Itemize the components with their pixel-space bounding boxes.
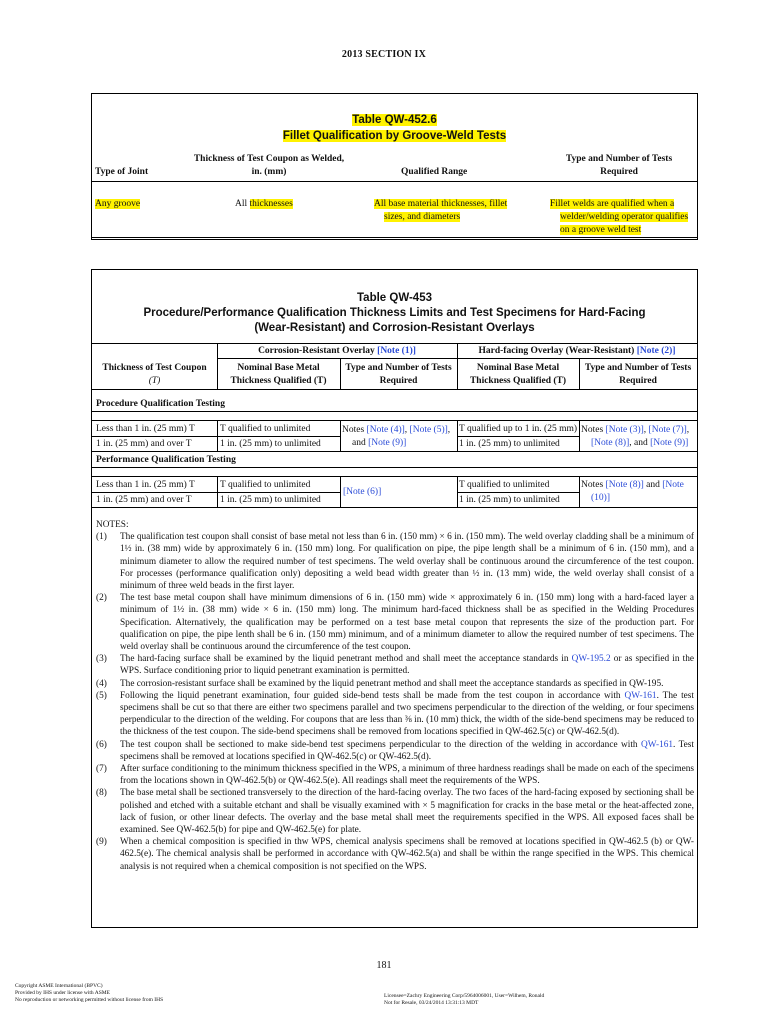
col-header-tests: Type and Number of Tests Required [565, 154, 673, 177]
divider [340, 476, 341, 507]
footer-license: Licensee=Zachry Engineering Corp/5964006001, User=Wilhem, Ronald Not for Resale, 03/24/2014 13:31:13 MDT [384, 993, 545, 1006]
col-header-tests-hf: Type and Number of Tests Required [584, 363, 692, 386]
note-text: When a chemical composition is specified in thw WPS, chemical analysis specimens shall be removed at locations specified in QW-462.5 (b) or QW-462.5(e). The chemical analysis shall be performed in accordance with QW-462.5(a) and shall be within the range specified in the WPS. This chemical analysis is not required when a chemical composition is not specified on the WPS. [120, 837, 694, 872]
cell-tests: Fillet welds are qualified when a welder/welding operator qualifies on a groove weld test [550, 199, 689, 235]
note-item [96, 531, 694, 592]
rule [92, 507, 697, 508]
note-number: (2) [96, 593, 107, 604]
hf-group-header: Hard-facing Overlay (Wear-Resistant) [Note (2)] [478, 346, 676, 356]
col-header-joint: Type of Joint [95, 167, 149, 177]
cell-in-unlimited: 1 in. (25 mm) to unlimited [220, 495, 321, 505]
note-number: (5) [96, 690, 107, 701]
note-number: (7) [96, 764, 107, 775]
rule [457, 492, 579, 493]
running-header: 2013 SECTION IX [341, 49, 427, 60]
cell-less-than: Less than 1 in. (25 mm) T [96, 480, 195, 490]
note-text: The hard-facing surface shall be examined by the liquid penetrant method and shall meet the acceptance standards in QW-195.2 or as specified in the WPS. Surface conditioning prior to liquid penetrant examination is permitted. [120, 654, 695, 677]
table-qw-452-6 [91, 93, 698, 240]
note-text: The test coupon shall be sectioned to make side-bend test specimens perpendicular to the direction of the welding in accordance with QW-161. Test specimens shall be removed at locations specified in QW-462.5(c) or QW-462.5(d). [120, 739, 694, 762]
rule [92, 476, 697, 477]
cell-proc-hf-notes: Notes [Note (3)], [Note (7)], [Note (8)], and [Note (9)] [581, 425, 690, 448]
rule [92, 492, 340, 493]
divider [340, 420, 341, 451]
table-subtitle-line2: (Wear-Resistant) and Corrosion-Resistant Overlays [254, 322, 535, 334]
note-item [96, 787, 694, 836]
col-header-thickness: Thickness of Test Coupon as Welded, in. (mm) [193, 154, 345, 177]
cell-t-unlimited-hf: T qualified to unlimited [459, 480, 550, 490]
cell-less-than: Less than 1 in. (25 mm) T [96, 424, 195, 434]
rule-top [92, 343, 697, 344]
notes-heading: NOTES: [96, 520, 129, 530]
note-text: After surface conditioning to the minimum thickness specified in the WPS, a minimum of three hardness readings shall be made on each of the specimens from the locations shown in QW-462.5(b) or QW-462.5(e). All readings shall meet the requirements of the WPS. [120, 764, 694, 787]
note-text: Following the liquid penetrant examination, four guided side-bend tests shall be made from the test coupon in accordance with QW-161. The test specimens shall be cut so that there are either two specimens parallel and two specimens perpendicular to the direction of the welding, or four specimens perpendicular to the direction of the welding. For coupons that are less than ⅜ in. (10 mm) thick, the width of the side-bend specimens may be reduced to the thickness of the test coupon. The side-bend specimens shall be removed from locations specified in QW-462.5(c) or QW-462.5(d). [120, 690, 694, 738]
divider [217, 420, 218, 451]
table-subtitle-line1: Procedure/Performance Qualification Thickness Limits and Test Specimens for Hard-Facing [143, 307, 646, 319]
note-item [96, 763, 694, 787]
footer-copyright: Copyright ASME International (BPVC) Provided by IHS under license with ASME No reproduction or networking permitted without license from IHS [15, 983, 164, 1003]
section-performance: Performance Qualification Testing [96, 455, 236, 465]
col-header-range: Qualified Range [401, 167, 468, 177]
note-item [96, 592, 694, 653]
cell-over: 1 in. (25 mm) and over T [96, 495, 192, 505]
note-text: The corrosion-resistant surface shall be examined by the liquid penetrant method and shall meet the acceptance standards as specified in QW-195. [120, 678, 664, 689]
cro-group-header: Corrosion-Resistant Overlay [Note (1)] [258, 346, 416, 356]
divider [217, 476, 218, 507]
notes-list [96, 531, 694, 873]
cell-joint: Any groove [95, 199, 141, 209]
cell-t-unlimited: T qualified to unlimited [220, 424, 311, 434]
bottom-rule [92, 237, 697, 238]
cell-t-unlimited: T qualified to unlimited [220, 480, 311, 490]
note-text: The test base metal coupon shall have minimum dimensions of 6 in. (150 mm) wide × approximately 6 in. (150 mm) long with a hard-faced layer a minimum of 1½ in. (38 mm) wide × 6 in. (150 mm) long. The minimum hard-faced thickness shall be as specified in the Welding Procedures Specification. Alternatively, the qualification may be performed on a test base metal coupon that represents the size of the production part. For qualification on pipe, the pipe lenth shall be 6 in. (150 mm) minimum, and of a minimum diameter to allow the required number of test specimens. The weld overlay shall be continuous around the circumference of the test coupon. [120, 593, 694, 653]
col-header-nominal-hf: Nominal Base Metal Thickness Qualified (T) [469, 363, 567, 386]
note-number: (1) [96, 532, 107, 543]
note-item [96, 836, 694, 873]
table-subtitle: Fillet Qualification by Groove-Weld Tests [282, 130, 507, 142]
cell-t-upto: T qualified up to 1 in. (25 mm) [459, 424, 578, 434]
table-notes [96, 519, 694, 873]
divider [579, 420, 580, 451]
note-text: The base metal shall be sectioned transversely to the direction of the hard-facing overlay. The two faces of the hard-facing exposed by sectioning shall be polished and etched with a suitable etchant and shall be visually examined with × 5 magnification for cracks in the base metal or the heat-affected zone, lack of fusion, or other linear defects. The overlay and the base metal shall meet the requirements specified in the WPS. All exposed faces shall be examined. See QW-462.5(b) for pipe and QW-462.5(e) for plate. [120, 788, 694, 836]
table-title: Table QW-452.6 [352, 114, 437, 126]
cell-perf-cro-note: [Note (6)] [343, 487, 382, 497]
note-number: (4) [96, 678, 107, 689]
rule [457, 436, 579, 437]
cross-reference-link[interactable]: QW-161 [641, 739, 674, 750]
note-item [96, 678, 694, 690]
rule [92, 467, 697, 468]
cell-in-unlimited: 1 in. (25 mm) to unlimited [220, 439, 321, 449]
cell-thickness: All thicknesses [235, 199, 293, 209]
header-rule [92, 181, 697, 182]
rule [92, 420, 697, 421]
note-text: The qualification test coupon shall consist of base metal not less than 6 in. (150 mm) × 6 in. (150 mm). The weld overlay cladding shall be a minimum of 1½ in. (38 mm) wide by approximately 6 in. (150 mm) long. For qualification on pipe, the pipe length shall be a minimum of 6 in. (150 mm), and a minimum diameter to allow the required number of test specimens. The weld overlay shall be continuous around the circumference of the test coupon. For processes (performance qualification only) depositing a weld bead width greater than ½ in. (13 mm) wide, the weld overlay shall consist of a minimum of three weld beads in the first layer. [120, 532, 694, 592]
note-item [96, 653, 694, 677]
cross-reference-link[interactable]: QW-161 [624, 690, 657, 701]
cell-proc-cro-notes: Notes [Note (4)], [Note (5)], and [Note (9)] [342, 425, 451, 448]
cell-perf-hf-notes: Notes [Note (8)] and [Note (10)] [581, 480, 684, 503]
rule-header-bottom [92, 389, 697, 390]
divider [579, 476, 580, 507]
cross-reference-link[interactable]: QW-195.2 [571, 654, 611, 665]
page-number: 181 [376, 960, 392, 971]
divider [457, 476, 458, 507]
table-title: Table QW-453 [357, 292, 432, 304]
note-item [96, 739, 694, 763]
note-number: (6) [96, 739, 107, 750]
rule [92, 451, 697, 452]
cell-in-unlimited-hf: 1 in. (25 mm) to unlimited [459, 495, 560, 505]
note-number: (3) [96, 654, 107, 665]
table-qw-453 [91, 269, 698, 928]
cell-over: 1 in. (25 mm) and over T [96, 439, 192, 449]
cell-range: All base material thicknesses, fillet sizes, and diameters [374, 199, 508, 222]
rule [92, 436, 340, 437]
col-header-nominal: Nominal Base Metal Thickness Qualified (T) [230, 363, 327, 386]
cell-in-unlimited-hf: 1 in. (25 mm) to unlimited [459, 439, 560, 449]
note-item [96, 690, 694, 739]
note-number: (8) [96, 788, 107, 799]
col-header-tests: Type and Number of Tests Required [345, 363, 452, 386]
rule [92, 411, 697, 412]
note-number: (9) [96, 837, 107, 848]
section-procedure: Procedure Qualification Testing [96, 399, 225, 409]
col-header-thickness: Thickness of Test Coupon (T) [102, 363, 207, 386]
